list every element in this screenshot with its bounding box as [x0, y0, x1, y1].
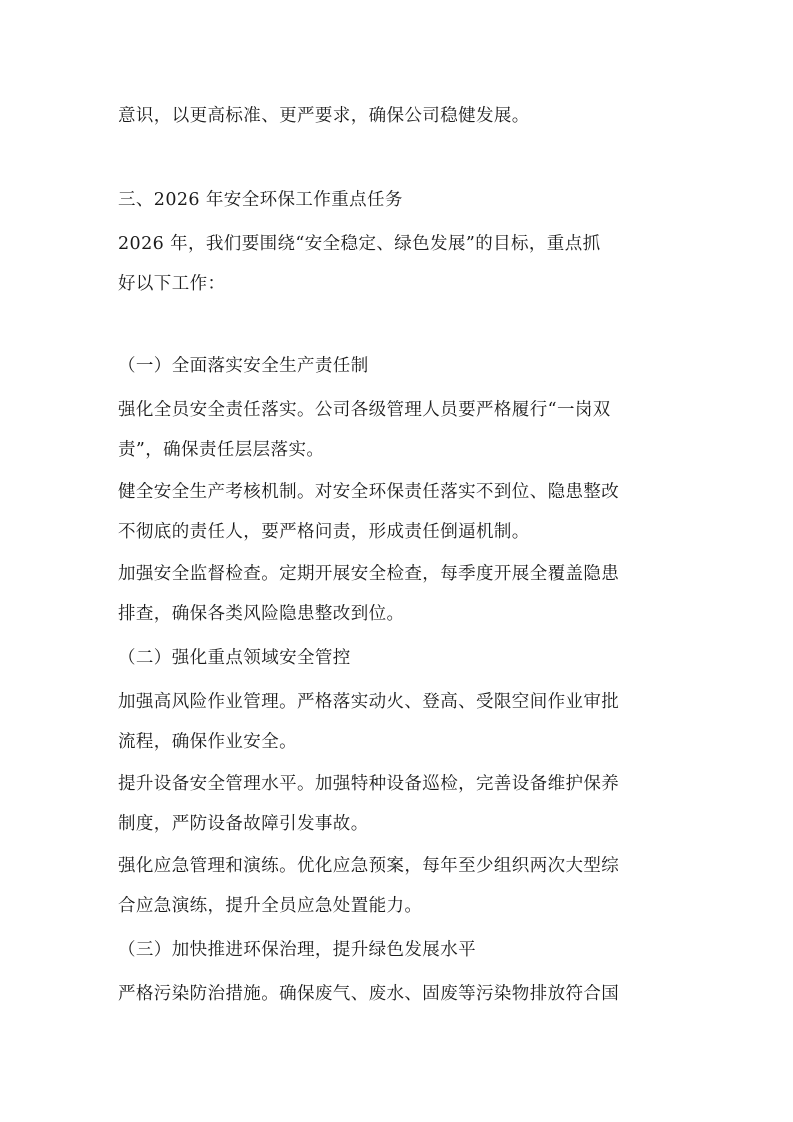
text-line: 强化应急管理和演练。优化应急预案，每年至少组织两次大型综: [118, 856, 620, 876]
text-line: 意识，以更高标准、更严要求，确保公司稳健发展。: [118, 106, 530, 126]
section-heading: 三、2026 年安全环保工作重点任务: [118, 190, 403, 210]
text-line: 责”，确保责任层层落实。: [118, 440, 325, 460]
text-line: 流程，确保作业安全。: [118, 732, 297, 752]
text-line: 好以下工作：: [118, 274, 226, 294]
text-line: 健全安全生产考核机制。对安全环保责任落实不到位、隐患整改: [118, 482, 620, 502]
text-line: 强化全员安全责任落实。公司各级管理人员要严格履行“一岗双: [118, 400, 611, 420]
subsection-heading: （三）加快推进环保治理，提升绿色发展水平: [118, 940, 476, 960]
text-line: 2026 年，我们要围绕“安全稳定、绿色发展”的目标，重点抓: [118, 234, 601, 254]
text-line: 加强高风险作业管理。严格落实动火、登高、受限空间作业审批: [118, 692, 620, 712]
text-line: 合应急演练，提升全员应急处置能力。: [118, 896, 423, 916]
subsection-heading: （一）全面落实安全生产责任制: [118, 356, 369, 376]
text-line: 严格污染防治措施。确保废气、废水、固废等污染物排放符合国: [118, 984, 620, 1004]
text-line: 制度，严防设备故障引发事故。: [118, 814, 369, 834]
text-line: 排查，确保各类风险隐患整改到位。: [118, 604, 405, 624]
subsection-heading: （二）强化重点领域安全管控: [118, 648, 351, 668]
text-line: 提升设备安全管理水平。加强特种设备巡检，完善设备维护保养: [118, 774, 620, 794]
text-line: 加强安全监督检查。定期开展安全检查，每季度开展全覆盖隐患: [118, 564, 620, 584]
text-line: 不彻底的责任人，要严格问责，形成责任倒逼机制。: [118, 522, 530, 542]
